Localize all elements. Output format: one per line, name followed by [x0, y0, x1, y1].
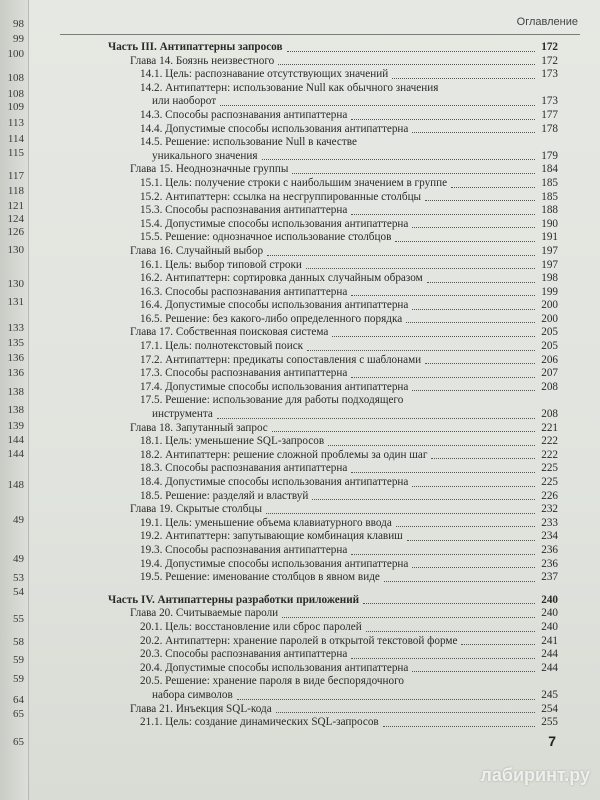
dot-leader — [451, 186, 535, 188]
toc-section-entry — [108, 449, 558, 463]
toc-entry-page: 207 — [541, 367, 558, 380]
toc-entry-page: 197 — [541, 244, 558, 257]
toc-entry-title: 15.4. Допустимые способы использования антипаттерна — [140, 217, 409, 230]
previous-page-number: 100 — [7, 48, 24, 60]
toc-entry-page: 188 — [541, 204, 558, 217]
previous-page-number: 109 — [7, 101, 24, 113]
toc-entry-page: 232 — [541, 503, 558, 516]
previous-page-number: 114 — [7, 133, 24, 145]
toc-section-entry — [108, 476, 558, 490]
dot-leader — [351, 294, 535, 296]
dot-leader — [425, 362, 535, 364]
previous-page-number: 144 — [7, 434, 24, 446]
toc-entry-title: 20.1. Цель: восстановление или сброс паролей — [140, 620, 362, 633]
toc-section-entry — [108, 354, 558, 368]
toc-entry-title: 15.1. Цель: получение строки с наибольшим значением в группе — [140, 176, 448, 189]
dot-leader — [412, 226, 535, 228]
toc-section-entry — [108, 517, 558, 531]
dot-leader — [384, 580, 535, 582]
toc-entry-title: Глава 17. Собственная поисковая система — [130, 326, 329, 339]
toc-entry-title: инструмента — [152, 408, 213, 421]
previous-page-number: 53 — [13, 572, 24, 584]
toc-entry-title: набора символов — [152, 688, 233, 701]
toc-entry-title: 16.2. Антипаттерн: сортировка данных случайным образом — [140, 272, 423, 285]
toc-entry-page: 244 — [541, 661, 558, 674]
previous-page-number: 138 — [7, 386, 24, 398]
toc-entry-page: 205 — [541, 340, 558, 353]
dot-leader — [267, 254, 535, 256]
toc-section-entry — [108, 571, 558, 585]
toc-chapter-entry — [108, 245, 558, 259]
previous-page-number: 118 — [7, 185, 24, 197]
toc-entry-page: 226 — [541, 489, 558, 502]
toc-section-entry — [108, 177, 558, 191]
toc-entry-page: 222 — [541, 435, 558, 448]
toc-entry-title: 19.2. Антипаттерн: запутывающие комбинация клавиш — [140, 530, 403, 543]
toc-section-entry — [108, 68, 558, 82]
toc-entry-page: 184 — [541, 163, 558, 176]
dot-leader — [412, 670, 535, 672]
toc-entry-page: 255 — [541, 716, 558, 729]
dot-leader — [292, 172, 535, 174]
toc-entry-page: 179 — [541, 149, 558, 162]
previous-page-edge — [0, 0, 29, 800]
toc-chapter-entry — [108, 326, 558, 340]
toc-entry-title: 15.3. Способы распознавания антипаттерна — [140, 204, 348, 217]
toc-entry-title: 17.4. Допустимые способы использования антипаттерна — [140, 380, 409, 393]
previous-page-number: 133 — [7, 322, 24, 334]
toc-entry-page: 233 — [541, 516, 558, 529]
dot-leader — [332, 335, 535, 337]
toc-section-entry — [108, 286, 558, 300]
toc-section-entry — [108, 218, 558, 232]
page-number: 7 — [548, 733, 556, 749]
previous-page-number: 130 — [7, 278, 24, 290]
dot-leader — [351, 376, 535, 378]
toc-chapter-entry — [108, 422, 558, 436]
previous-page-number: 99 — [13, 33, 24, 45]
toc-entry-page: 241 — [541, 634, 558, 647]
dot-leader — [282, 616, 535, 618]
toc-section-entry — [108, 299, 558, 313]
toc-entry-page: 172 — [541, 41, 558, 53]
toc-entry-title: 15.5. Решение: однозначное использование столбцов — [140, 231, 392, 244]
toc-section-entry — [108, 394, 558, 408]
previous-page-number: 136 — [7, 367, 24, 379]
toc-entry-title: 16.4. Допустимые способы использования антипаттерна — [140, 299, 409, 312]
toc-entry-page: 206 — [541, 353, 558, 366]
toc-entry-page: 244 — [541, 648, 558, 661]
dot-leader — [278, 63, 535, 65]
previous-page-number: 113 — [7, 117, 24, 129]
toc-section-entry — [108, 716, 558, 730]
toc-entry-page: 191 — [541, 231, 558, 244]
toc-section-entry — [108, 82, 558, 96]
toc-section-entry — [108, 381, 558, 395]
dot-leader — [425, 199, 535, 201]
toc-entry-title: 16.3. Способы распознавания антипаттерна — [140, 285, 348, 298]
toc-entry-title: 19.5. Решение: именование столбцов в явном виде — [140, 571, 380, 584]
dot-leader — [407, 539, 535, 541]
toc-entry-title: 16.1. Цель: выбор типовой строки — [140, 258, 302, 271]
dot-leader — [276, 711, 535, 713]
dot-leader — [272, 430, 535, 432]
toc-entry-page: 254 — [541, 702, 558, 715]
previous-page-number: 124 — [7, 213, 24, 225]
toc-entry-page: 234 — [541, 530, 558, 543]
toc-part-entry — [108, 41, 558, 55]
toc-section-entry — [108, 191, 558, 205]
toc-entry-title: 19.1. Цель: уменьшение объема клавиатурного ввода — [140, 516, 392, 529]
toc-entry-page: 200 — [541, 312, 558, 325]
toc-cont-entry — [108, 95, 558, 109]
dot-leader — [312, 498, 535, 500]
dot-leader — [287, 50, 535, 52]
toc-entry-page: 208 — [541, 408, 558, 421]
previous-page-number: 115 — [7, 147, 24, 159]
toc-entry-page: 205 — [541, 326, 558, 339]
toc-entry-title: или наоборот — [152, 95, 217, 108]
toc-entry-page: 185 — [541, 190, 558, 203]
toc-entry-page: 240 — [541, 620, 558, 633]
previous-page-number: 117 — [7, 170, 24, 182]
dot-leader — [237, 698, 535, 700]
toc-entry-page: 240 — [541, 593, 558, 606]
previous-page-number: 65 — [13, 708, 24, 720]
dot-leader — [351, 657, 535, 659]
toc-cont-entry — [108, 408, 558, 422]
toc-entry-title: 14.5. Решение: использование Null в качестве — [140, 136, 357, 149]
header-title: Оглавление — [516, 16, 578, 28]
toc-chapter-entry — [108, 607, 558, 621]
toc-entry-title: Часть III. Антипаттерны запросов — [108, 41, 283, 53]
previous-page-number: 139 — [7, 420, 24, 432]
toc-section-entry — [108, 204, 558, 218]
toc-entry-title: Глава 15. Неоднозначные группы — [130, 163, 289, 176]
previous-page-number: 144 — [7, 448, 24, 460]
toc-entry-page: 178 — [541, 122, 558, 135]
toc-entry-title: Глава 14. Боязнь неизвестного — [130, 54, 275, 67]
toc-entry-page: 177 — [541, 108, 558, 121]
dot-leader — [217, 417, 535, 419]
toc-entry-title: 20.3. Способы распознавания антипаттерна — [140, 648, 348, 661]
toc-entry-title: 20.5. Решение: хранение пароля в виде беспорядочного — [140, 675, 404, 688]
dot-leader — [406, 321, 535, 323]
toc-entry-title: 19.3. Способы распознавания антипаттерна — [140, 543, 348, 556]
toc-section-entry — [108, 635, 558, 649]
toc-entry-title: 17.5. Решение: использование для работы подходящего — [140, 394, 404, 407]
previous-page-number: 58 — [13, 636, 24, 648]
toc-chapter-entry — [108, 703, 558, 717]
dot-leader — [461, 643, 535, 645]
toc-section-entry — [108, 490, 558, 504]
toc-entry-page: 198 — [541, 272, 558, 285]
toc-entry-title: Глава 16. Случайный выбор — [130, 244, 264, 257]
toc-part-entry — [108, 594, 558, 608]
toc-cont-entry — [108, 150, 558, 164]
previous-page-number: 121 — [7, 200, 24, 212]
toc-section-entry — [108, 462, 558, 476]
toc-entry-title: 18.5. Решение: разделяй и властвуй — [140, 489, 309, 502]
running-header — [60, 16, 580, 35]
toc-entry-page: 236 — [541, 557, 558, 570]
toc-entry-title: 20.4. Допустимые способы использования антипаттерна — [140, 661, 409, 674]
toc-entry-title: 17.1. Цель: полнотекстовый поиск — [140, 340, 304, 353]
dot-leader — [351, 471, 535, 473]
toc-section-entry — [108, 367, 558, 381]
toc-entry-page: 172 — [541, 54, 558, 67]
toc-entry-page: 237 — [541, 571, 558, 584]
toc-section-entry — [108, 272, 558, 286]
toc-cont-entry — [108, 689, 558, 703]
previous-page-number: 59 — [13, 654, 24, 666]
previous-page-number: 64 — [13, 694, 24, 706]
toc-entry-page: 225 — [541, 476, 558, 488]
dot-leader — [412, 485, 535, 487]
dot-leader — [392, 77, 535, 79]
watermark-logo: лабиринт.ру — [480, 765, 590, 785]
dot-leader — [395, 240, 535, 242]
dot-leader — [412, 389, 535, 391]
previous-page-number: 49 — [13, 514, 24, 526]
toc-entry-title: 19.4. Допустимые способы использования антипаттерна — [140, 557, 409, 570]
previous-page-number: 131 — [7, 296, 24, 308]
toc-entry-page: 173 — [541, 68, 558, 81]
toc-entry-title: 17.2. Антипаттерн: предикаты сопоставления с шаблонами — [140, 353, 422, 366]
toc-entry-title: 17.3. Способы распознавания антипаттерна — [140, 367, 348, 380]
toc-entry-page: 225 — [541, 462, 558, 475]
toc-section-entry — [108, 621, 558, 635]
dot-leader — [366, 630, 535, 632]
toc-chapter-entry — [108, 163, 558, 177]
toc-entry-title: 18.4. Допустимые способы использования антипаттерна — [140, 476, 409, 488]
toc-entry-title: 18.1. Цель: уменьшение SQL-запросов — [140, 435, 325, 448]
toc-entry-title: Глава 18. Запутанный запрос — [130, 421, 268, 434]
toc-entry-title: 14.3. Способы распознавания антипаттерна — [140, 108, 348, 121]
toc-section-entry — [108, 136, 558, 150]
dot-leader — [363, 602, 535, 604]
dot-leader — [351, 213, 535, 215]
previous-page-number: 136 — [7, 352, 24, 364]
previous-page-number: 148 — [7, 479, 24, 491]
toc-entry-title: Глава 21. Инъекция SQL-кода — [130, 702, 272, 715]
toc-entry-title: 14.2. Антипаттерн: использование Null как обычного значения — [140, 81, 439, 94]
toc-entry-title: 21.1. Цель: создание динамических SQL-запросов — [140, 716, 379, 729]
previous-page-number: 130 — [7, 244, 24, 256]
toc-entry-page: 240 — [541, 607, 558, 620]
toc-entry-title: Глава 19. Скрытые столбцы — [130, 503, 262, 516]
toc-entry-page: 208 — [541, 380, 558, 393]
toc-entry-title: 14.4. Допустимые способы использования антипаттерна — [140, 122, 409, 135]
dot-leader — [266, 512, 535, 514]
dot-leader — [328, 444, 535, 446]
previous-page-number: 135 — [7, 337, 24, 349]
toc-section-entry — [108, 123, 558, 137]
toc-entry-title: 18.3. Способы распознавания антипаттерна — [140, 462, 348, 475]
toc-section-entry — [108, 675, 558, 689]
toc-entry-title: Глава 20. Считываемые пароли — [130, 607, 279, 620]
previous-page-number: 108 — [7, 88, 24, 100]
toc-section-entry — [108, 435, 558, 449]
toc-section-entry — [108, 231, 558, 245]
dot-leader — [412, 131, 535, 133]
toc-section-entry — [108, 530, 558, 544]
dot-leader — [412, 566, 535, 568]
toc-entry-title: 16.5. Решение: без какого-либо определенного порядка — [140, 312, 403, 325]
table-of-contents — [108, 41, 558, 730]
toc-entry-title: 18.2. Антипаттерн: решение сложной проблемы за один шаг — [140, 448, 428, 461]
toc-section-entry — [108, 558, 558, 572]
dot-leader — [351, 118, 535, 120]
dot-leader — [351, 553, 535, 555]
dot-leader — [262, 158, 536, 160]
previous-page-number: 59 — [13, 673, 24, 685]
toc-entry-page: 190 — [541, 217, 558, 230]
toc-entry-page: 222 — [541, 448, 558, 461]
previous-page-number: 108 — [7, 72, 24, 84]
toc-section-entry — [108, 340, 558, 354]
toc-section-entry — [108, 544, 558, 558]
toc-entry-page: 245 — [541, 688, 558, 701]
toc-entry-page: 200 — [541, 299, 558, 312]
toc-section-entry — [108, 648, 558, 662]
previous-page-number: 138 — [7, 404, 24, 416]
dot-leader — [412, 308, 535, 310]
previous-page-number: 126 — [7, 226, 24, 238]
toc-section-entry — [108, 109, 558, 123]
toc-entry-title: 14.1. Цель: распознавание отсутствующих значений — [140, 68, 389, 81]
toc-entry-page: 173 — [541, 95, 558, 108]
previous-page-number: 49 — [13, 553, 24, 565]
toc-entry-title: 20.2. Антипаттерн: хранение паролей в открытой текстовой форме — [140, 634, 458, 647]
dot-leader — [396, 525, 535, 527]
dot-leader — [220, 104, 535, 106]
toc-entry-page: 185 — [541, 176, 558, 189]
toc-section-entry — [108, 259, 558, 273]
dot-leader — [306, 267, 535, 269]
previous-page-number: 65 — [13, 736, 24, 748]
toc-entry-page: 221 — [541, 421, 558, 434]
dot-leader — [383, 725, 535, 727]
dot-leader — [427, 281, 535, 283]
toc-entry-title: Часть IV. Антипаттерны разработки приложений — [108, 593, 360, 606]
toc-entry-title: 15.2. Антипаттерн: ссылка на несгруппированные столбцы — [140, 190, 422, 203]
toc-entry-page: 197 — [541, 258, 558, 271]
previous-page-number: 54 — [13, 586, 24, 598]
toc-chapter-entry — [108, 55, 558, 69]
dot-leader — [431, 457, 535, 459]
previous-page-number: 55 — [13, 613, 24, 625]
toc-chapter-entry — [108, 503, 558, 517]
toc-section-entry — [108, 662, 558, 676]
toc-entry-page: 236 — [541, 543, 558, 556]
toc-entry-page: 199 — [541, 285, 558, 298]
dot-leader — [307, 349, 535, 351]
toc-section-entry — [108, 313, 558, 327]
toc-entry-title: уникального значения — [152, 149, 258, 162]
previous-page-number: 98 — [13, 18, 24, 30]
